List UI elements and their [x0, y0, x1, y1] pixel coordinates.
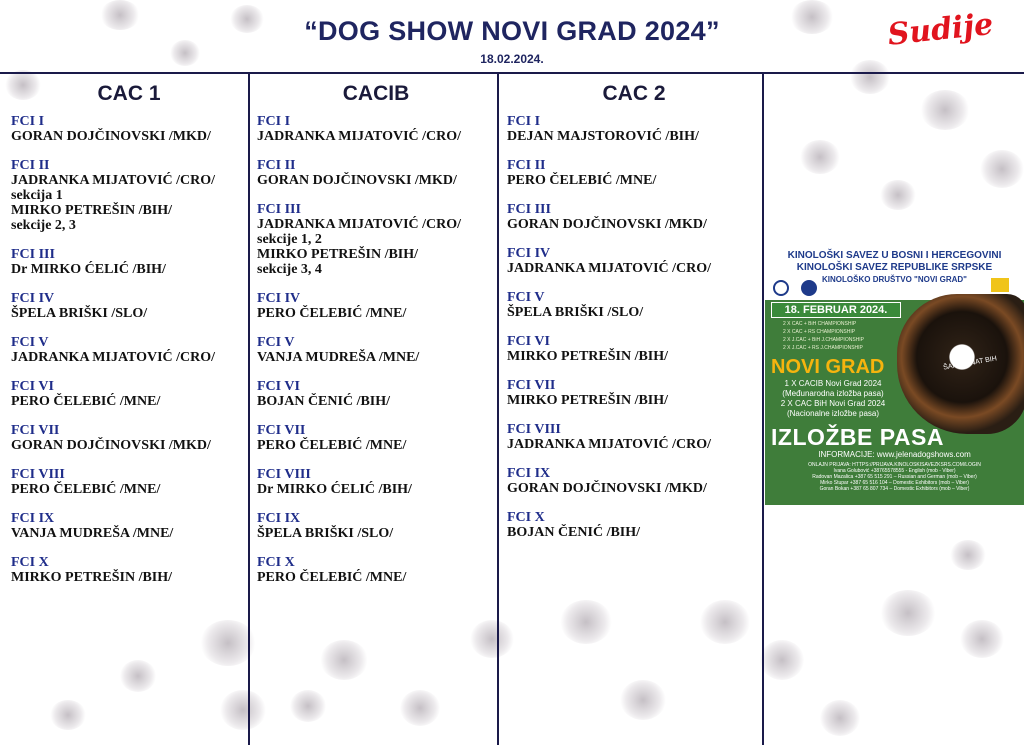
fci-group-label: FCI II — [11, 158, 50, 173]
fci-group-label: FCI IX — [257, 511, 301, 526]
column-cacib — [257, 78, 495, 599]
fci-group-label: FCI IV — [11, 291, 55, 306]
fci-group-label: FCI VII — [507, 378, 556, 393]
sponsor-logo-icon — [991, 278, 1009, 292]
judge-entry: BOJAN ČENIĆ /BIH/ — [507, 525, 641, 540]
poster-city: NOVI GRAD — [771, 356, 885, 378]
judge-entry: PERO ČELEBIĆ /MNE/ — [257, 306, 407, 321]
fci-logo-icon — [801, 280, 817, 296]
judge-entry: JADRANKA MIJATOVIĆ /CRO/ — [257, 217, 462, 232]
fci-group-label: FCI I — [257, 114, 291, 129]
fci-group — [507, 466, 761, 496]
column-cac2 — [507, 78, 761, 554]
event-poster — [765, 244, 1024, 505]
fci-group — [11, 423, 247, 453]
fci-group — [257, 379, 495, 409]
fci-group — [11, 247, 247, 277]
fci-group-label: FCI III — [507, 202, 551, 217]
fci-group-label: FCI VI — [11, 379, 54, 394]
judge-entry: GORAN DOJČINOVSKI /MKD/ — [507, 481, 707, 496]
fci-group-label: FCI X — [257, 555, 295, 570]
poster-org-line2: KINOLOŠKI SAVEZ REPUBLIKE SRPSKE — [796, 262, 993, 273]
poster-categories: 1 X CACIB Novi Grad 2024 (Međunarodna izložba pasa) 2 X CAC BiH Novi Grad 2024 (Nacionalne izložbe pasa) — [780, 379, 886, 418]
fci-group — [257, 114, 495, 144]
fci-group — [507, 422, 761, 452]
fci-group-label: FCI V — [507, 290, 545, 305]
fci-group — [507, 246, 761, 276]
poster-contacts: ONLAJN PRIJAVA: HTTPS://PRIJAVA.KINOLOSKISAVEZKSRS.COM/LOGIN Ivana Golubović +38765578555 - English (mob - Viber) Radovan Mazalica +387 65 515 291 – Russian and German (mob – Viber) Mirko Stupar +387 65 516 104 – Domestic Exhibitors (mob – Viber) Goran Bokan +387 65 807 734 – Domestic Exhibitors (mob – Viber) — [808, 462, 981, 492]
fci-group — [507, 334, 761, 364]
judge-entry: DEJAN MAJSTOROVIĆ /BIH/ — [507, 129, 699, 144]
fci-group-label: FCI II — [257, 158, 296, 173]
judge-entry: GORAN DOJČINOVSKI /MKD/ — [257, 173, 457, 188]
fci-group — [11, 555, 247, 585]
fci-group — [257, 158, 495, 188]
judge-entry: MIRKO PETREŠIN /BIH/ — [507, 393, 669, 408]
fci-group — [507, 378, 761, 408]
fci-group-label: FCI VI — [507, 334, 550, 349]
fci-group-label: FCI III — [11, 247, 55, 262]
poster-org-line3: KINOLOŠKO DRUŠTVO "NOVI GRAD" — [822, 275, 967, 284]
page-title: “DOG SHOW NOVI GRAD 2024” — [304, 16, 720, 46]
judge-entry: sekcije 1, 2 — [257, 232, 322, 247]
fci-group — [257, 335, 495, 365]
judge-entry: JADRANKA MIJATOVIĆ /CRO/ — [507, 261, 712, 276]
column-divider — [497, 73, 499, 745]
fci-group — [507, 114, 761, 144]
judge-entry: sekcije 2, 3 — [11, 218, 76, 233]
fci-group — [507, 290, 761, 320]
judge-entry: PERO ČELEBIĆ /MNE/ — [11, 394, 161, 409]
poster-champ-list: 2 X CAC + BiH CHAMPIONSHIP 2 X CAC + RS CHAMPIONSHIP 2 X J.CAC + BiH J.CHAMPIONSHIP 2 X J.CAC + RS J.CHAMPIONSHIP — [783, 321, 864, 351]
fci-group — [257, 202, 495, 277]
fci-group — [11, 467, 247, 497]
fci-group — [507, 158, 761, 188]
fci-group-label: FCI VIII — [11, 467, 65, 482]
column-heading: CACIB — [342, 82, 410, 105]
fci-group-label: FCI X — [11, 555, 49, 570]
fci-group — [11, 511, 247, 541]
poster-title: IZLOŽBE PASA — [771, 424, 944, 450]
fci-group-label: FCI IX — [507, 466, 551, 481]
judge-entry: PERO ČELEBIĆ /MNE/ — [257, 438, 407, 453]
judge-entry: GORAN DOJČINOVSKI /MKD/ — [11, 129, 211, 144]
judge-entry: ŠPELA BRIŠKI /SLO/ — [507, 305, 644, 320]
judge-entry: Dr MIRKO ĆELIĆ /BIH/ — [11, 262, 166, 277]
fci-group-label: FCI V — [11, 335, 49, 350]
fci-group — [257, 511, 495, 541]
fci-group-label: FCI V — [257, 335, 295, 350]
fci-group — [257, 291, 495, 321]
judge-entry: MIRKO PETREŠIN /BIH/ — [507, 349, 669, 364]
fci-group-label: FCI III — [257, 202, 301, 217]
poster-date: 18. FEBRUAR 2024. — [771, 302, 901, 318]
fci-group-label: FCI VIII — [507, 422, 561, 437]
fci-group — [11, 379, 247, 409]
fci-group-label: FCI IV — [507, 246, 551, 261]
judge-entry: BOJAN ČENIĆ /BIH/ — [257, 394, 391, 409]
judge-entry: PERO ČELEBIĆ /MNE/ — [11, 482, 161, 497]
top-divider — [0, 72, 1024, 74]
judge-entry: ŠPELA BRIŠKI /SLO/ — [11, 306, 148, 321]
fci-group — [11, 158, 247, 233]
fci-group — [507, 510, 761, 540]
fci-group-label: FCI VII — [11, 423, 60, 438]
fci-group — [11, 291, 247, 321]
judge-entry: JADRANKA MIJATOVIĆ /CRO/ — [11, 350, 216, 365]
fci-group-label: FCI VIII — [257, 467, 311, 482]
fci-group-label: FCI VI — [257, 379, 300, 394]
judge-entry: GORAN DOJČINOVSKI /MKD/ — [11, 438, 211, 453]
event-date: 18.02.2024. — [480, 52, 544, 66]
judge-entry: MIRKO PETREŠIN /BIH/ — [11, 203, 173, 218]
poster-info: INFORMACIJE: www.jelenadogshows.com — [818, 450, 971, 459]
judge-entry: JADRANKA MIJATOVIĆ /CRO/ — [11, 173, 216, 188]
judge-entry: sekcija 1 — [11, 188, 63, 203]
fci-group — [11, 114, 247, 144]
signature-sudije: Sudije — [886, 6, 995, 53]
judge-entry: sekcije 3, 4 — [257, 262, 322, 277]
kennel-union-logo-icon — [773, 280, 789, 296]
fci-group-label: FCI VII — [257, 423, 306, 438]
fci-group-label: FCI I — [11, 114, 45, 129]
fci-group-label: FCI X — [507, 510, 545, 525]
fci-group — [257, 555, 495, 585]
judge-entry: JADRANKA MIJATOVIĆ /CRO/ — [257, 129, 462, 144]
fci-group-label: FCI II — [507, 158, 546, 173]
fci-group — [507, 202, 761, 232]
judge-entry: PERO ČELEBIĆ /MNE/ — [257, 570, 407, 585]
judge-entry: MIRKO PETREŠIN /BIH/ — [257, 247, 419, 262]
fci-group — [257, 423, 495, 453]
fci-group — [11, 335, 247, 365]
judge-entry: PERO ČELEBIĆ /MNE/ — [507, 173, 657, 188]
judge-entry: Dr MIRKO ĆELIĆ /BIH/ — [257, 482, 412, 497]
fci-group-label: FCI I — [507, 114, 541, 129]
judge-entry: ŠPELA BRIŠKI /SLO/ — [257, 526, 394, 541]
column-divider — [248, 73, 250, 745]
judge-entry: JADRANKA MIJATOVIĆ /CRO/ — [507, 437, 712, 452]
fci-group — [257, 467, 495, 497]
column-heading: CAC 1 — [97, 82, 161, 105]
column-heading: CAC 2 — [602, 82, 666, 105]
judge-entry: GORAN DOJČINOVSKI /MKD/ — [507, 217, 707, 232]
judge-entry: MIRKO PETREŠIN /BIH/ — [11, 570, 173, 585]
fci-group-label: FCI IV — [257, 291, 301, 306]
judge-entry: VANJA MUDREŠA /MNE/ — [11, 526, 174, 541]
column-divider — [762, 73, 764, 745]
column-cac1 — [11, 78, 247, 599]
fci-group-label: FCI IX — [11, 511, 55, 526]
judge-entry: VANJA MUDREŠA /MNE/ — [257, 350, 420, 365]
poster-org-line1: KINOLOŠKI SAVEZ U BOSNI I HERCEGOVINI — [787, 250, 1002, 261]
poster-champ-stamp: ŠAMPIONAT BIH — [942, 355, 998, 372]
